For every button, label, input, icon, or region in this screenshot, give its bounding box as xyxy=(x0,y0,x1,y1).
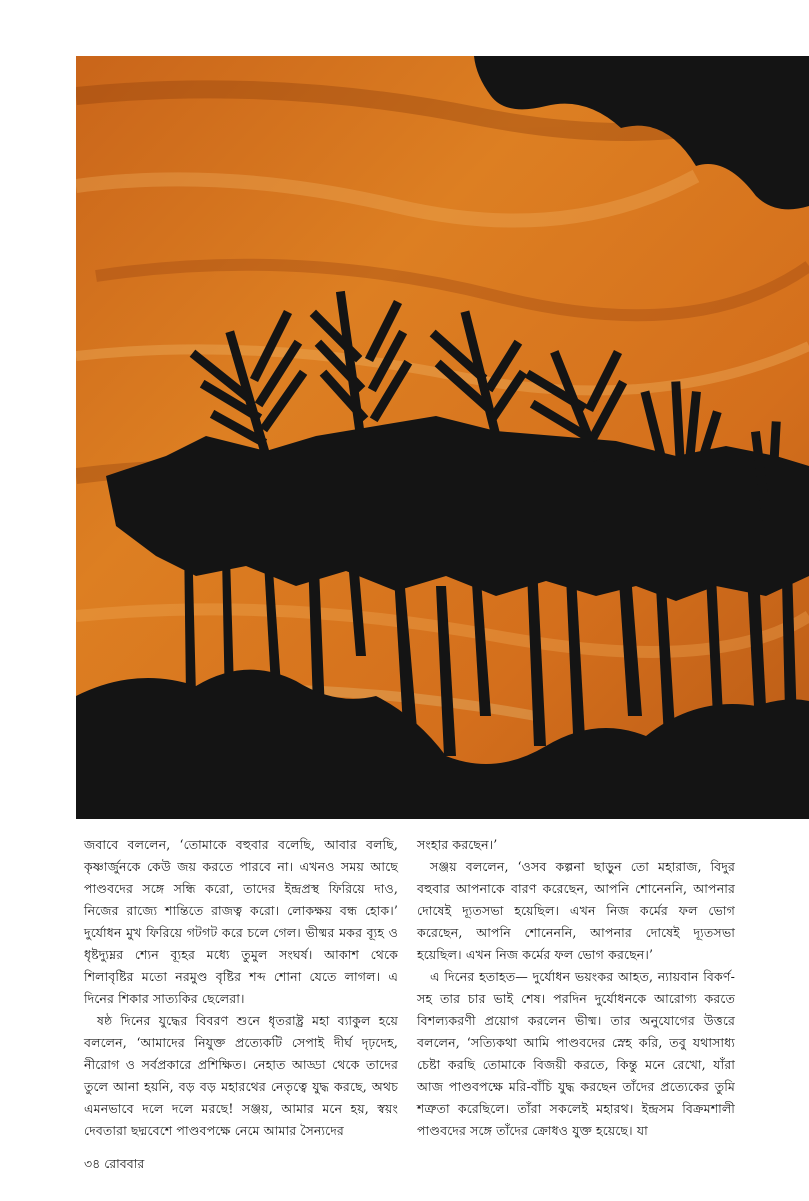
paper-cut-trees-illustration xyxy=(76,56,809,819)
paragraph: জবাবে বললেন, ‘তোমাকে বহুবার বলেছি, আবার বলছি, কৃষ্ণার্জুনকে কেউ জয় করতে পারবে না। এখনও সময় আছে পাণ্ডবদের সঙ্গে সন্ধি করো, তাদের ইন্দ্রপ্রস্থ ফিরিয়ে দাও, নিজের রাজ্যে শান্তিতে রাজত্ব করো। লোকক্ষয় বন্ধ হোক।’ দুর্যোধন মুখ ফিরিয়ে গটগট করে চলে গেল। ভীষ্মর মকর ব্যূহ ও ধৃষ্টদ্যুম্নর শ্যেন ব্যূহর মধ্যে তুমুল সংঘর্ষ। আকাশ থেকে শিলাবৃষ্টির মতো নরমুণ্ড বৃষ্টির শব্দ শোনা যেতে লাগল। এ দিনের শিকার সাত্যকির ছেলেরা। xyxy=(84,837,398,1006)
page-footer: ৩৪ রোববার xyxy=(84,1156,145,1171)
article-column-left xyxy=(84,834,398,1142)
paper-cut-trees-artwork-icon xyxy=(76,56,809,819)
paragraph: এ দিনের হতাহত— দুর্যোধন ভয়ংকর আহত, ন্যায়বান বিকর্ণ-সহ তার চার ভাই শেষ। পরদিন দুর্যোধনকে আরোগ্য করতে বিশল্যকরণী প্রয়োগ করলেন ভীষ্ম। তার অনুযোগের উত্তরে বললেন, ‘সত্যিকথা আমি পাণ্ডবদের স্নেহ করি, তবু যথাসাধ্য চেষ্টা করছি তোমাকে বিজয়ী করতে, কিন্তু মনে রেখো, যাঁরা আজ পাণ্ডবপক্ষে মরি-বাঁচি যুদ্ধ করছেন তাঁদের প্রত্যেকের তুমি শত্রুতা করেছিলে। তাঁরা সকলেই মহারথ। ইন্দ্রসম বিক্রমশালী পাণ্ডবদের সঙ্গে তাঁদের ক্রোধও যুক্ত হয়েছে। যা xyxy=(417,969,735,1138)
paragraph: ষষ্ঠ দিনের যুদ্ধের বিবরণ শুনে ধৃতরাষ্ট্র মহা ব্যাকুল হয়ে বললেন, ‘আমাদের নিযুক্ত প্রত্যেকটি সেপাই দীর্ঘ দৃঢ়দেহ, নীরোগ ও সর্বপ্রকারে প্রশিক্ষিত। নেহাত আড্ডা থেকে তাদের তুলে আনা হয়নি, বড় বড় মহারথের নেতৃত্বে যুদ্ধ করছে, অথচ এমনভাবে দলে দলে মরছে! সঞ্জয়, আমার মনে হয়, স্বয়ং দেবতারা ছদ্মবেশে পাণ্ডবপক্ষে নেমে আমার সৈন্যদের xyxy=(84,1013,398,1138)
article-column-right xyxy=(417,834,735,1142)
paragraph: সঞ্জয় বললেন, ‘ওসব কল্পনা ছাড়ুন তো মহারাজ, বিদুর বহুবার আপনাকে বারণ করেছেন, আপনি শোনেননি, আপনার দোষেই দ্যূতসভা হয়েছিল। এখন নিজ কর্মের ফল ভোগ করেছেন, আপনি শোনেননি, আপনার দোষেই দ্যূতসভা হয়েছিল। এখন নিজ কর্মের ফল ভোগ করছেন।’ xyxy=(417,859,735,962)
paragraph: সংহার করছেন।’ xyxy=(417,837,498,852)
